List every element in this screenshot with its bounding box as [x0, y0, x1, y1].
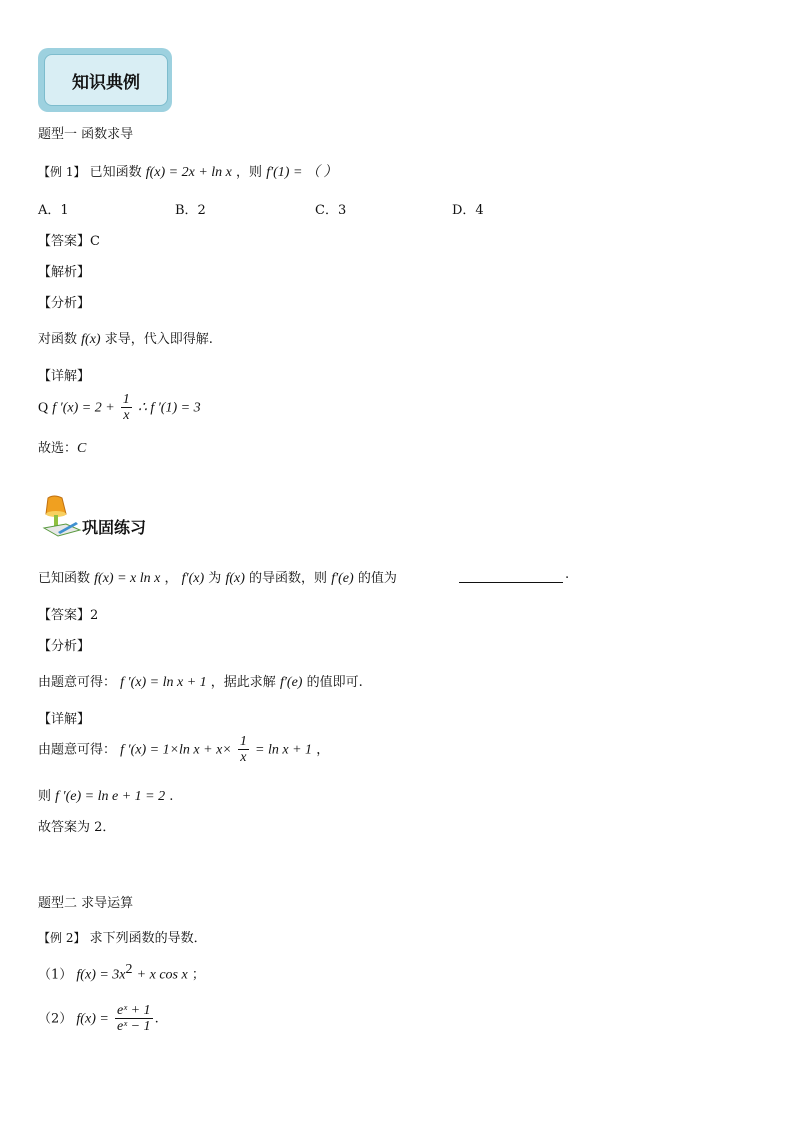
- ex1-detail-a: f ′(x) = 2 +: [52, 400, 115, 416]
- practice-detail: [38, 734, 329, 766]
- ex1-answer: [38, 230, 100, 249]
- practice-fx: f(x): [225, 571, 245, 586]
- practice-detail-label: 【详解】: [38, 712, 91, 727]
- practice-conclusion: 故答案为 2．: [38, 820, 116, 835]
- ex1-fenxi-pre: 对函数: [38, 332, 78, 347]
- practice-answer-label: 【答案】: [38, 608, 91, 623]
- ex1-frac-num: 1: [122, 392, 130, 407]
- ex1-question: f′(1) = （ ）: [266, 165, 338, 180]
- ex2-q1-b: + x cos x: [136, 967, 188, 983]
- ex2-q2-end: .: [154, 1011, 159, 1027]
- practice-fenxi-pre: 由题意可得：: [38, 675, 117, 690]
- ex1-fenxi-post: 求导，代入即得解.: [104, 332, 213, 347]
- ex1-choose-value: C: [77, 441, 87, 456]
- practice-stem-sep: ，: [164, 571, 178, 586]
- practice-detail-comma: ，: [316, 742, 330, 758]
- ex2-q1: [38, 962, 205, 983]
- practice-fenxi-label: 【分析】: [38, 639, 91, 654]
- lamp-icon: [40, 494, 84, 538]
- practice-stem-is: 为: [208, 571, 222, 586]
- ex1-frac-den: x: [123, 408, 130, 424]
- ex1-option-a: A．1: [38, 203, 69, 218]
- practice-answer-value: 2: [90, 608, 99, 623]
- ex1-stem-pre: 已知函数: [89, 165, 142, 180]
- ex2-q1-sup: 2: [125, 962, 133, 977]
- practice-stem-mid: 的导函数，则: [249, 571, 328, 586]
- practice-detail2-expr: f ′(e) = ln e + 1 = 2: [55, 789, 166, 804]
- ex2-q2-a: f(x) =: [76, 1011, 109, 1027]
- practice-detail-a: f ′(x) = 1×ln x + x×: [120, 742, 232, 758]
- practice-fenxi-fe: f′(e): [279, 675, 303, 690]
- badge-title: 知识典例: [44, 54, 168, 106]
- practice-answer: [38, 604, 98, 623]
- type2-heading: 题型二 求导运算: [38, 896, 134, 911]
- practice-fenxi: [38, 671, 363, 691]
- ex2-q2-num: eˣ + 1: [116, 1003, 151, 1018]
- practice-detail2-end: .: [169, 789, 174, 804]
- ex1-detail-q: Q: [38, 400, 49, 416]
- type1-heading: 题型一 函数求导: [38, 127, 134, 142]
- practice-func: f(x) = x ln x: [94, 571, 161, 586]
- ex2-q1-label: （1）: [38, 967, 73, 983]
- ex1-fenxi-func: f(x): [81, 332, 101, 347]
- practice-stem: [38, 567, 397, 587]
- ex1-fenxi: [38, 328, 213, 348]
- practice-heading: 巩固练习: [82, 518, 147, 537]
- practice-frac-den: x: [240, 750, 247, 766]
- ex1-option-d: D．4: [452, 203, 484, 218]
- ex1-option-b: B．2: [175, 203, 206, 218]
- practice-detail-b: = ln x + 1: [255, 742, 313, 758]
- practice-stem-post: 的值为: [357, 571, 397, 586]
- ex2-q2-label: （2）: [38, 1011, 73, 1027]
- ex1-answer-label: 【答案】: [38, 234, 91, 249]
- ex1-detail-b: ∴ f ′(1) = 3: [137, 400, 201, 416]
- practice-fenxi-mid: ，据此求解: [210, 675, 276, 690]
- ex1-detail: [38, 392, 201, 424]
- ex1-detail-label: 【详解】: [38, 369, 91, 384]
- ex1-fenxi-label: 【分析】: [38, 296, 91, 311]
- practice-detail2-pre: 则: [38, 789, 52, 804]
- ex1-answer-value: C: [90, 234, 100, 249]
- ex2-q2-frac: [115, 1003, 153, 1035]
- ex1-choose: [38, 437, 86, 457]
- section-badge: [38, 48, 172, 112]
- practice-stem-pre: 已知函数: [38, 571, 91, 586]
- practice-fenxi-post: 的值即可.: [306, 675, 363, 690]
- practice-detail-frac: [238, 734, 249, 766]
- ex1-option-c: C．3: [315, 203, 347, 218]
- ex2-q1-a: f(x) = 3x: [76, 967, 126, 983]
- ex1-stem: [38, 161, 337, 181]
- ex2-tag: 【例 2】: [38, 931, 86, 945]
- ex2-q2: [38, 1003, 159, 1035]
- ex2-stem: [38, 927, 207, 946]
- practice-frac-num: 1: [239, 734, 247, 749]
- ex1-func: f(x) = 2x + ln x: [145, 165, 232, 180]
- practice-detail-pre: 由题意可得：: [38, 742, 117, 758]
- ex1-stem-mid: ，则: [236, 165, 263, 180]
- ex1-detail-frac: [121, 392, 132, 424]
- practice-deriv: f′(x): [181, 571, 205, 586]
- practice-fe: f′(e): [331, 571, 354, 586]
- practice-detail2: [38, 785, 173, 805]
- ex1-tag: 【例 1】: [38, 165, 86, 179]
- ex1-choose-label: 故选：: [38, 441, 78, 456]
- practice-stem-end: .: [565, 567, 570, 582]
- practice-fenxi-expr: f ′(x) = ln x + 1: [120, 675, 207, 690]
- answer-blank[interactable]: [459, 582, 563, 583]
- ex2-stem-text: 求下列函数的导数．: [89, 931, 207, 946]
- ex2-q1-end: ；: [191, 967, 205, 983]
- ex1-analysis-label: 【解析】: [38, 265, 91, 280]
- ex2-q2-den: eˣ − 1: [116, 1019, 151, 1035]
